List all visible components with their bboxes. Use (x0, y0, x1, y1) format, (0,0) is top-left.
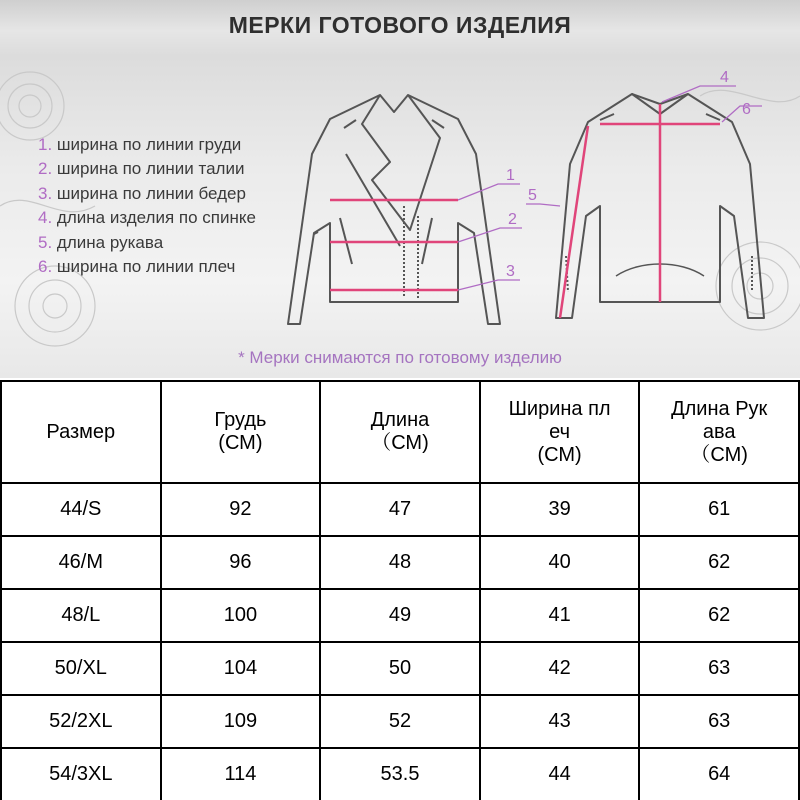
legend-text: ширина по линии груди (56, 135, 242, 154)
cell-chest: 114 (161, 748, 321, 800)
legend-number: 5. (38, 232, 53, 252)
measurement-footnote: * Мерки снимаются по готовому изделию (238, 348, 562, 367)
cell-shoulder-width: 40 (480, 536, 640, 589)
legend-item (38, 206, 256, 230)
header-line: (СМ) (537, 443, 582, 466)
header-line: еч (549, 420, 571, 443)
cell-sleeve-length: 62 (639, 589, 799, 642)
cell-chest: 96 (161, 536, 321, 589)
cell-chest: 109 (161, 695, 321, 748)
table-row (1, 483, 799, 536)
cell-shoulder-width: 43 (480, 695, 640, 748)
cell-size: 44/S (1, 483, 161, 536)
back-callout-lines (526, 86, 762, 206)
legend-number: 1. (38, 135, 53, 154)
cell-length: 48 (320, 536, 480, 589)
header-line: （СМ) (371, 432, 429, 454)
cell-sleeve-length: 64 (639, 748, 799, 800)
legend-text: длина изделия по спинке (56, 208, 256, 228)
legend-text: длина рукава (56, 232, 164, 252)
legend-number: 6. (38, 257, 53, 277)
table-row (1, 642, 799, 695)
legend-text: ширина по линии бедер (56, 183, 246, 203)
cell-shoulder-width: 39 (480, 483, 640, 536)
header-length (320, 381, 480, 483)
cell-length: 53.5 (320, 748, 480, 800)
page-title: МЕРКИ ГОТОВОГО ИЗДЕЛИЯ (228, 12, 572, 38)
cell-length: 47 (320, 483, 480, 536)
cell-length: 52 (320, 695, 480, 748)
cell-length: 50 (320, 642, 480, 695)
header-line: Ширина пл (508, 397, 611, 420)
cell-size: 48/L (1, 589, 161, 642)
cell-sleeve-length: 61 (639, 483, 799, 536)
header-line: Длина Рук (671, 397, 768, 420)
callout-number: 6 (742, 101, 751, 118)
cell-size: 46/M (1, 536, 161, 589)
callout-number: 3 (506, 263, 515, 280)
legend-item (38, 255, 256, 279)
legend-number: 3. (38, 183, 53, 203)
legend-text: ширина по линии плеч (56, 257, 236, 277)
table-header-row (1, 381, 799, 483)
cell-shoulder-width: 42 (480, 642, 640, 695)
back-measure-lines (560, 104, 720, 318)
cell-chest: 92 (161, 483, 321, 536)
measurement-illustration (0, 56, 800, 378)
front-measure-lines (330, 200, 458, 290)
legend-item (38, 182, 256, 206)
header-line: Размер (46, 420, 116, 443)
legend-item (38, 157, 256, 181)
cell-size: 52/2XL (1, 695, 161, 748)
callout-number: 1 (506, 167, 515, 184)
cell-length: 49 (320, 589, 480, 642)
cell-sleeve-length: 63 (639, 642, 799, 695)
callout-number: 2 (508, 211, 517, 228)
header-line: ава (702, 420, 736, 443)
table-row (1, 589, 799, 642)
header-line: Грудь (214, 409, 267, 431)
table-row (1, 695, 799, 748)
cell-chest: 104 (161, 642, 321, 695)
legend-text: ширина по линии талии (56, 159, 245, 179)
header-line: (СМ) (218, 432, 263, 454)
title-banner (0, 0, 800, 56)
callout-number: 4 (720, 69, 729, 86)
header-line: Длина (370, 409, 430, 431)
cell-shoulder-width: 41 (480, 589, 640, 642)
table-row (1, 748, 799, 800)
header-size (1, 381, 161, 483)
cell-size: 50/XL (1, 642, 161, 695)
cell-sleeve-length: 62 (639, 536, 799, 589)
measurement-legend (38, 133, 256, 279)
cell-chest: 100 (161, 589, 321, 642)
legend-number: 4. (38, 208, 53, 228)
cell-sleeve-length: 63 (639, 695, 799, 748)
cell-shoulder-width: 44 (480, 748, 640, 800)
size-table (0, 380, 800, 800)
header-chest (161, 381, 321, 483)
header-sleeve-length (639, 381, 799, 483)
legend-item (38, 231, 256, 255)
legend-number: 2. (38, 159, 53, 179)
legend-item (38, 133, 256, 157)
header-line: （СМ) (690, 443, 748, 466)
callout-number: 5 (528, 187, 537, 204)
header-shoulder-width (480, 381, 640, 483)
cell-size: 54/3XL (1, 748, 161, 800)
table-row (1, 536, 799, 589)
